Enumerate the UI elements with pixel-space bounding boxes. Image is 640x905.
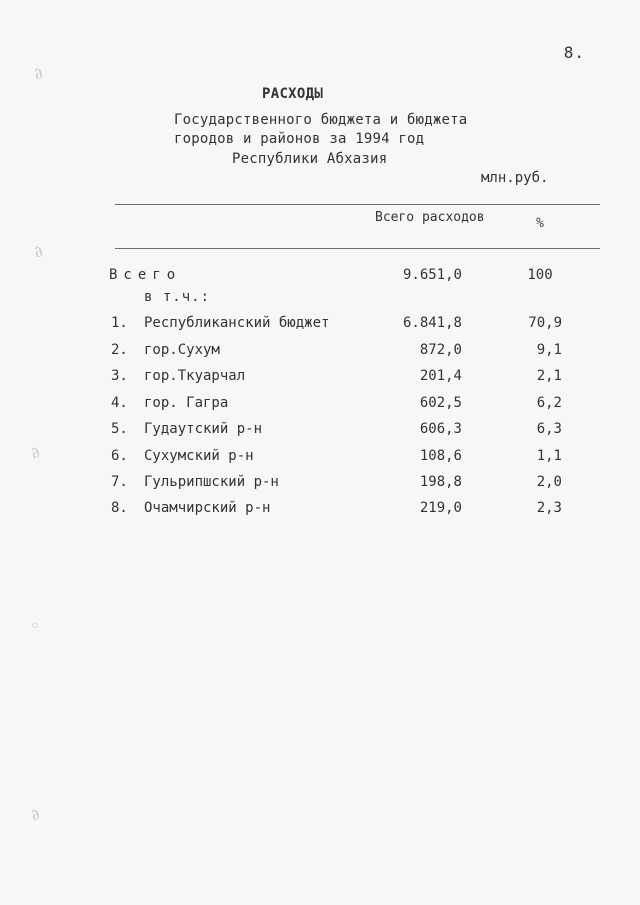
row-name: Гульрипшский р-н <box>144 474 279 490</box>
row-percent: 6,3 <box>536 421 562 437</box>
margin-mark: ◦ <box>26 614 45 639</box>
row-number: 2. <box>111 342 128 358</box>
page-number: 8. <box>563 43 585 62</box>
row-number: 7. <box>111 474 128 490</box>
margin-mark: ∂ <box>30 241 46 262</box>
row-value: 606,3 <box>419 421 462 437</box>
row-number: 3. <box>111 368 128 384</box>
row-number: 4. <box>111 395 128 411</box>
row-percent: 1,1 <box>536 448 562 464</box>
table-body <box>0 315 640 525</box>
row-number: 6. <box>111 448 128 464</box>
table-row <box>0 474 640 496</box>
table-row <box>0 315 640 337</box>
row-name: гор.Ткуарчал <box>144 368 246 384</box>
row-name: гор.Сухум <box>144 342 220 358</box>
row-value: 872,0 <box>419 342 462 358</box>
row-name: Республиканский бюджет <box>144 315 330 331</box>
row-value: 6.841,8 <box>402 315 462 331</box>
column-header-percent: % <box>536 216 544 231</box>
table-header-rule <box>115 248 600 249</box>
row-percent: 2,3 <box>536 500 562 516</box>
table-row <box>0 448 640 470</box>
table-row <box>0 421 640 443</box>
row-value: 602,5 <box>419 395 462 411</box>
row-name: Сухумский р-н <box>144 448 254 464</box>
row-percent: 2,1 <box>536 368 562 384</box>
row-value: 198,8 <box>419 474 462 490</box>
row-number: 1. <box>111 315 128 331</box>
table-row <box>0 500 640 522</box>
total-label: Всего <box>109 267 182 283</box>
row-percent: 6,2 <box>536 395 562 411</box>
document-subtitle-line-3: Республики Абхазия <box>232 151 388 167</box>
including-label: в т.ч.: <box>144 289 211 305</box>
table-top-rule <box>115 204 600 205</box>
document-subtitle-line-2: городов и районов за 1994 год <box>174 131 425 147</box>
row-percent: 70,9 <box>528 315 562 331</box>
row-percent: 2,0 <box>536 474 562 490</box>
margin-mark: ∂ <box>27 804 43 825</box>
margin-mark: ∂ <box>30 63 46 84</box>
document-title: РАСХОДЫ <box>262 86 324 102</box>
document-subtitle-line-1: Государственного бюджета и бюджета <box>174 112 468 128</box>
column-header-total: Всего расходов <box>375 210 485 225</box>
row-percent: 9,1 <box>536 342 562 358</box>
table-row <box>0 342 640 364</box>
margin-mark: ∂ <box>27 442 43 463</box>
total-percent: 100 <box>527 267 553 283</box>
table-row <box>0 368 640 390</box>
row-number: 8. <box>111 500 128 516</box>
row-name: Очамчирский р-н <box>144 500 271 516</box>
row-name: гор. Гагра <box>144 395 229 411</box>
unit-label: млн.руб. <box>481 170 549 186</box>
total-value: 9.651,0 <box>402 267 462 283</box>
row-value: 219,0 <box>419 500 462 516</box>
table-row <box>0 395 640 417</box>
row-name: Гудаутский р-н <box>144 421 263 437</box>
row-number: 5. <box>111 421 128 437</box>
row-value: 108,6 <box>419 448 462 464</box>
row-value: 201,4 <box>419 368 462 384</box>
